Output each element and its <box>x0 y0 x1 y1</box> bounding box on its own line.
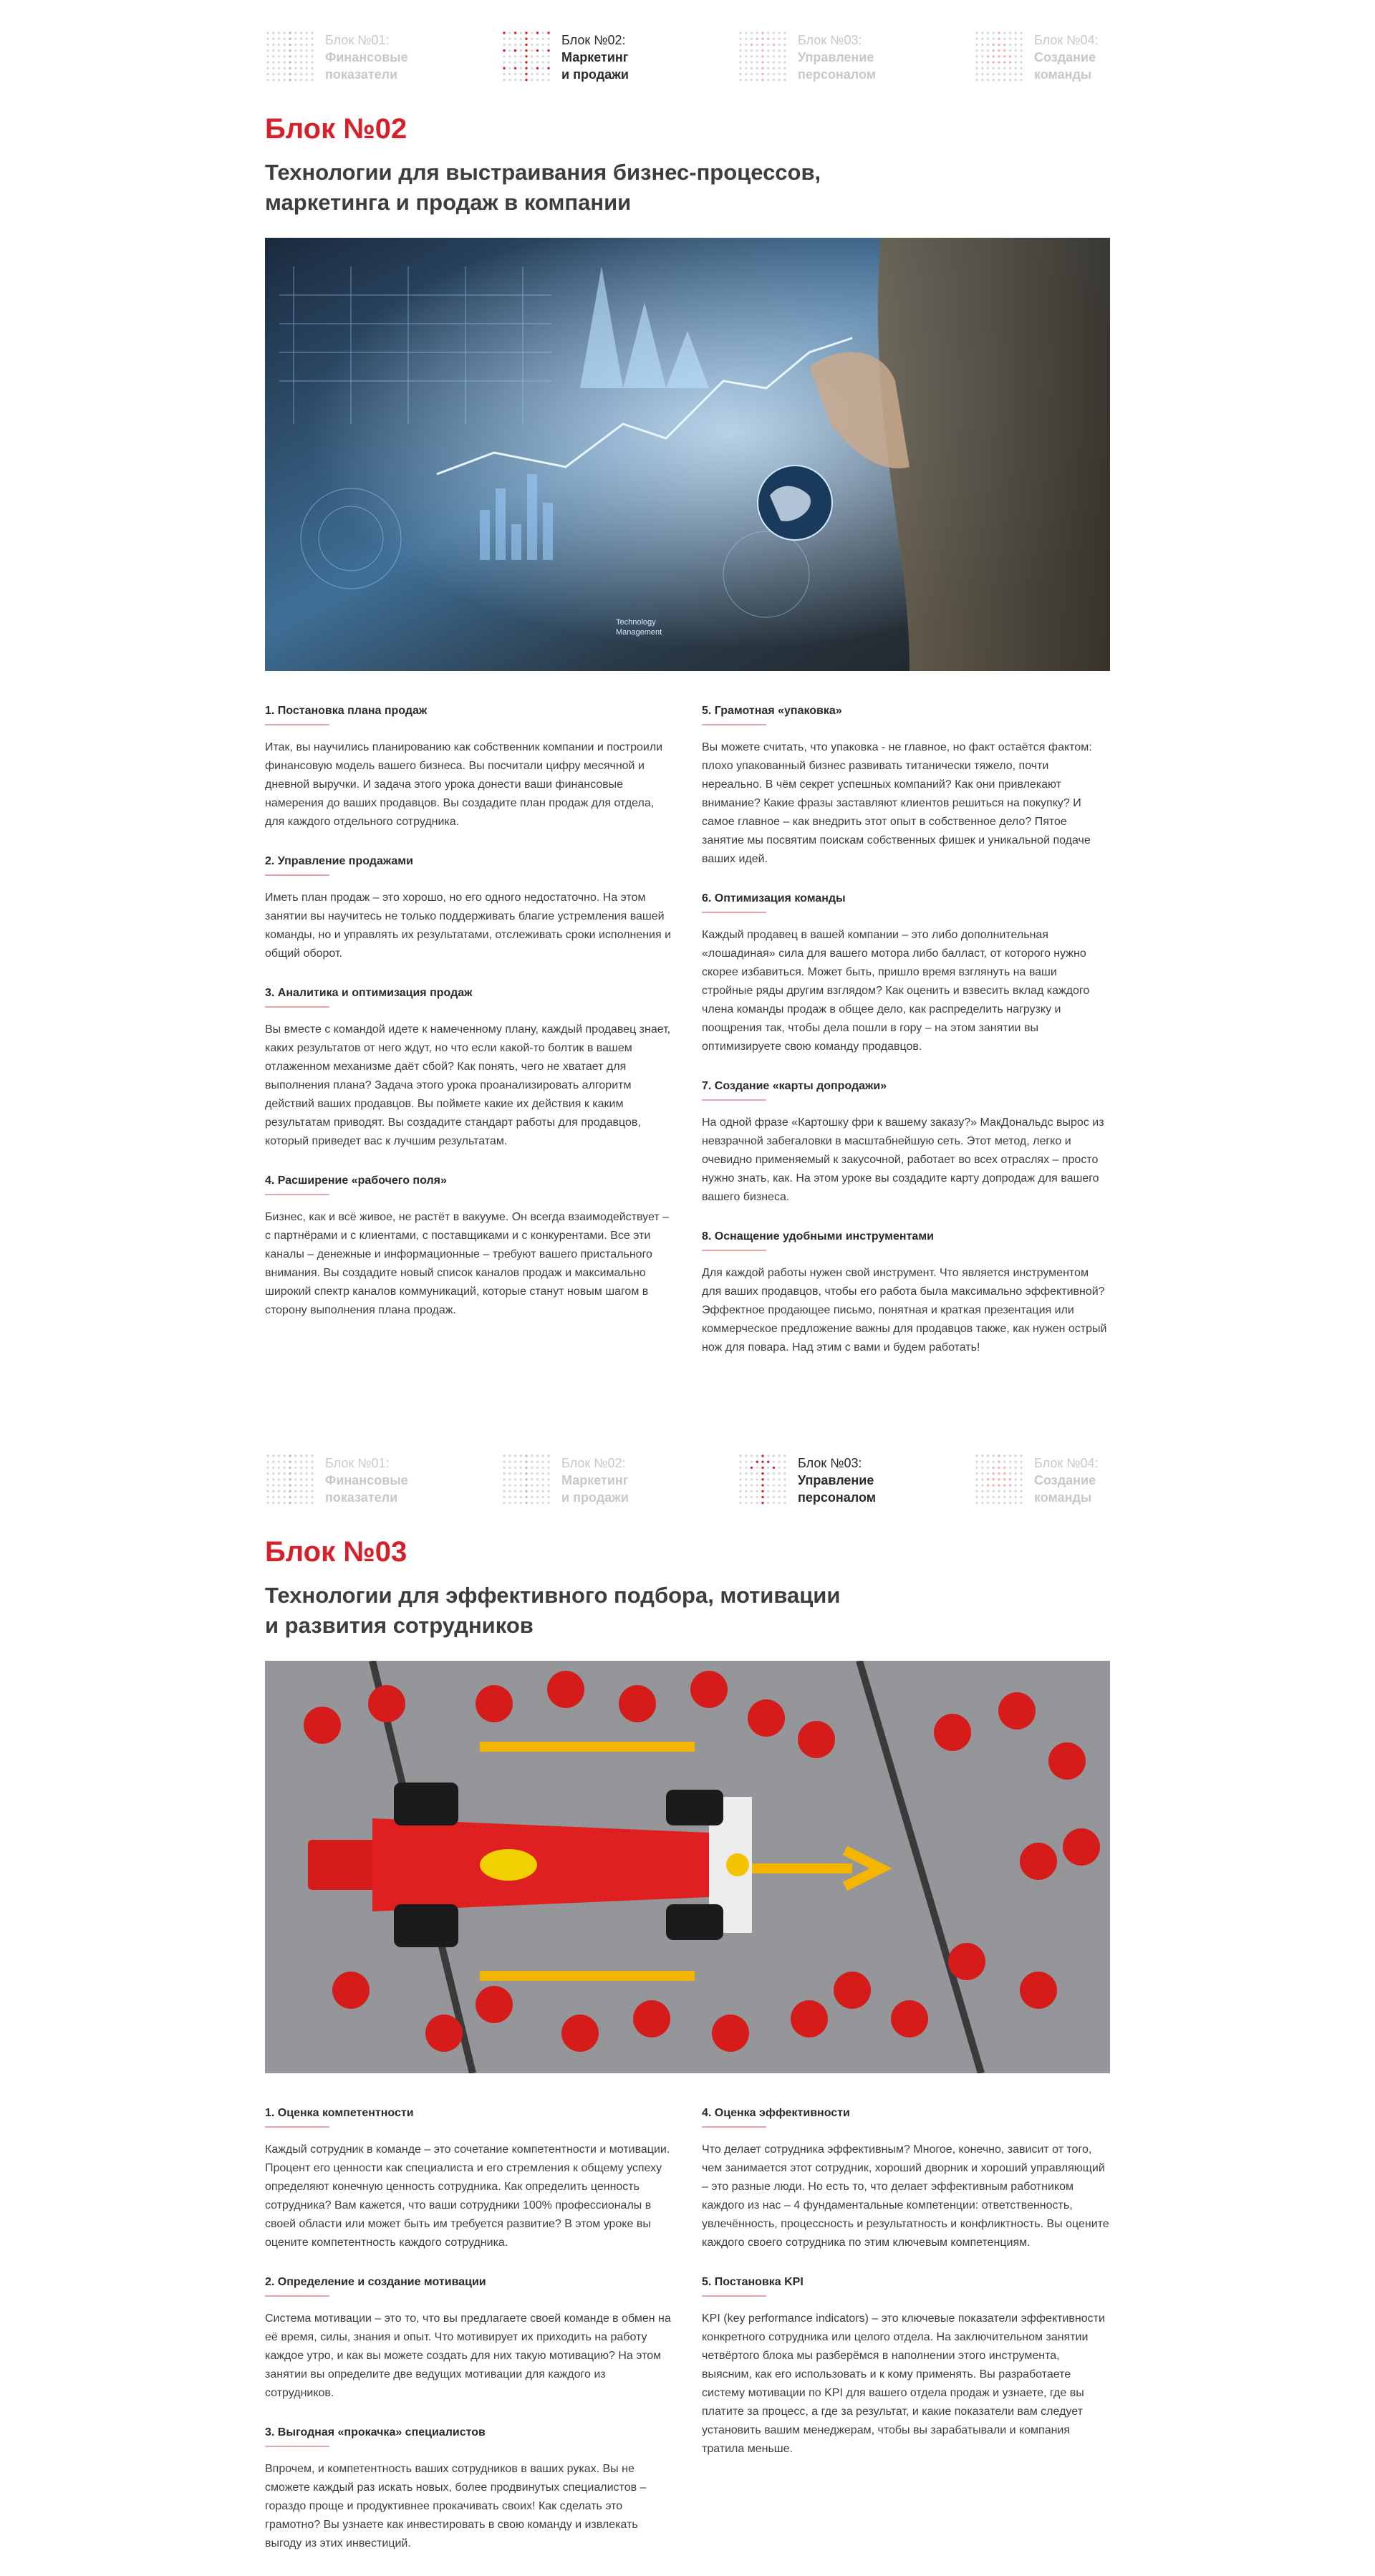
dot-grid-icon <box>501 1453 551 1506</box>
block-number: Блок №02 <box>265 113 407 145</box>
lesson-title: 2. Управление продажами <box>265 854 673 876</box>
lessons-right-column <box>702 704 1110 1380</box>
block-03-section <box>265 1423 1110 2576</box>
lesson-text: На одной фразе «Картошку фри к вашему заказу?» МакДональдс вырос из невзрачной забегаловки в масштабнейшую сеть. Этот метод, легко и очевидно применяемый к закусочной, работает во всех отраслях – просто нужно знать, как. На этом уроке вы создадите карту допродаж для вашего вашего бизнеса. <box>702 1116 1104 1203</box>
lesson-text: Бизнес, как и всё живое, не растёт в вакууме. Он всегда взаимодействует – с партнёрами и с клиентами, с поставщиками и с конкурентами. Все эти каналы – денежные и информационные – требуют вашего пристального внимания. Вы создадите новый список каналов продаж и максимально широкий спектр каналов коммуникаций, которые станут новым шагом в сторону выполнения плана продаж. <box>265 1211 670 1316</box>
tab-title: показатели <box>325 1490 398 1505</box>
lesson-item <box>265 2275 673 2403</box>
lesson-title: 5. Постановка KPI <box>702 2275 1110 2297</box>
dot-grid-active-icon <box>501 30 551 83</box>
lesson-title: 4. Оценка эффективности <box>702 2106 1110 2128</box>
tab-block-01[interactable] <box>265 30 408 86</box>
tab-block-01[interactable] <box>265 1453 408 1509</box>
lesson-text: Система мотивации – это то, что вы предлагаете своей команде в обмен на её время, силы, знания и опыт. Что мотивирует их приходить на работу каждое утро, и как вы можете создать для них такую мотивацию? На этом занятии вы определите две ведущих мотивации для каждого из сотрудников. <box>265 2312 671 2399</box>
lesson-text: Вы можете считать, что упаковка - не главное, но факт остаётся фактом: плохо упакованный бизнес развивать титанически тяжело, почти нереально. В чём секрет успешных компаний? Как они привлекают внимание? Какие фразы заставляют клиентов решиться на покупку? И самое главное – как внедрить этот опыт в собственное дело? Пятое занятие мы посвятим поискам собственных фишек и уникальной подаче ваших идей. <box>702 741 1092 865</box>
lesson-title: 1. Постановка плана продаж <box>265 704 673 725</box>
tab-num: Блок №01: <box>325 33 390 47</box>
tab-title: Финансовые <box>325 50 408 64</box>
lesson-item <box>702 892 1110 1056</box>
tab-title: команды <box>1034 67 1092 82</box>
tab-block-03[interactable] <box>738 30 877 86</box>
lesson-item <box>702 2106 1110 2252</box>
title-line: Технологии для выстраивания бизнес-процессов, <box>265 160 821 185</box>
lesson-title: 3. Аналитика и оптимизация продаж <box>265 986 673 1008</box>
lesson-title: 3. Выгодная «прокачка» специалистов <box>265 2426 673 2447</box>
dot-arrow-active-icon <box>738 1453 788 1506</box>
tab-title: показатели <box>325 67 398 82</box>
lessons-columns <box>265 2106 1110 2576</box>
tab-num: Блок №01: <box>325 1456 390 1470</box>
block-02-section <box>265 0 1110 1380</box>
lesson-item <box>265 2106 673 2252</box>
block-tabs <box>265 1423 1110 1509</box>
lesson-item <box>265 2426 673 2553</box>
tab-title: и продажи <box>561 1490 629 1505</box>
tab-block-02[interactable] <box>501 1453 637 1509</box>
lesson-title: 1. Оценка компетентности <box>265 2106 673 2128</box>
lesson-item <box>265 986 673 1151</box>
tab-num: Блок №03: <box>798 33 862 47</box>
lessons-left-column <box>265 704 673 1380</box>
tab-num: Блок №02: <box>561 33 626 47</box>
hero-label: Management <box>616 628 662 637</box>
lesson-text: Иметь план продаж – это хорошо, но его одного недостаточно. На этом занятии вы научитесь не только поддерживать благие устремления вашей команды, но и управлять их результатами, отслеживать сроки исполнения и общий оборот. <box>265 892 672 960</box>
lesson-item <box>702 1079 1110 1207</box>
lesson-text: Вы вместе с командой идете к намеченному плану, каждый продавец знает, каких результатов от него ждут, но что если какой-то болтик в вашем отлаженном механизме даёт сбой? Как понять, чего не хватает для выполнения плана? Задача этого урока проанализировать алгоритм действий ваших продавцов. Вы поймете какие их действия к каким результатам приводят. Вы создадите стандарт работы для продавцов, который приведет вас к лучшим результатам. <box>265 1023 671 1147</box>
tab-num: Блок №04: <box>1034 1456 1099 1470</box>
lesson-title: 6. Оптимизация команды <box>702 892 1110 913</box>
tab-num: Блок №04: <box>1034 33 1099 47</box>
lesson-item <box>702 2275 1110 2459</box>
lesson-item <box>265 854 673 963</box>
lesson-text: Итак, вы научились планированию как собственник компании и построили финансовую модель вашего бизнеса. Вы посчитали цифру месячной и дневной выручки. И задача этого урока донести ваши финансовые намерения до ваших продавцов. Вы создадите план продаж для отдела, для каждого отдельного сотрудника. <box>265 741 663 828</box>
title-line: Технологии для эффективного подбора, мотивации <box>265 1583 841 1608</box>
tab-title: Создание <box>1034 1473 1096 1487</box>
hero-label: Technology <box>616 618 656 627</box>
block-title <box>265 158 910 218</box>
lesson-text: Впрочем, и компетентность ваших сотрудников в ваших руках. Вы не сможете каждый раз искать новых, более продвинутых специалистов – гораздо проще и продуктивнее прокачивать своих! Как сделать это грамотно? Вы узнаете как инвестировать в свою команду и извлекать выгоду из этих инвестиций. <box>265 2463 647 2550</box>
tab-title: персоналом <box>798 67 877 82</box>
lesson-title: 7. Создание «карты допродажи» <box>702 1079 1110 1101</box>
lesson-text: KPI (key performance indicators) – это ключевые показатели эффективности конкретного сотрудника или целого отдела. На заключительном занятии четвёртого блока мы разберёмся в наполнении этого инструмента, выясним, как его использовать и к кому применять. Вы разработаете систему мотивации по KPI для вашего отдела продаж и узнаете, где вы платите за процесс, а где за результат, и какие показатели вам следует установить вашим менеджерам, чтобы вы зарабатывали и компания тратила меньше. <box>702 2312 1105 2455</box>
title-line: маркетинга и продаж в компании <box>265 190 632 215</box>
tab-title: команды <box>1034 1490 1092 1505</box>
tab-title: персоналом <box>798 1490 877 1505</box>
lessons-left-column <box>265 2106 673 2576</box>
tab-num: Блок №03: <box>798 1456 862 1470</box>
pit-stop-image <box>265 1661 1110 2073</box>
dot-grid-icon <box>265 1453 315 1506</box>
lesson-text: Каждый продавец в вашей компании – это либо дополнительная «лошадиная» сила для вашего мотора либо балласт, от которого нужно скорее избавиться. Может быть, пришло время взглянуть на ваши стройные ряды другим взглядом? Как оценить и взвесить вклад каждого члена команды продаж в общее дело, как распределить нагрузку и поощрения так, чтобы дела пошли в гору – на этом занятии вы оптимизируете свою команду продавцов. <box>702 929 1090 1053</box>
tab-block-03[interactable] <box>738 1453 877 1509</box>
lesson-item <box>265 1174 673 1320</box>
title-line: и развития сотрудников <box>265 1613 534 1638</box>
tab-title: и продажи <box>561 67 629 82</box>
lesson-item <box>265 704 673 831</box>
lesson-title: 8. Оснащение удобными инструментами <box>702 1230 1110 1251</box>
lessons-columns <box>265 704 1110 1380</box>
lesson-title: 2. Определение и создание мотивации <box>265 2275 673 2297</box>
tab-num: Блок №02: <box>561 1456 626 1470</box>
tab-title: Управление <box>798 1473 874 1487</box>
tab-title: Маркетинг <box>561 1473 629 1487</box>
lesson-title: 5. Грамотная «упаковка» <box>702 704 1110 725</box>
tab-block-04[interactable] <box>974 1453 1110 1509</box>
lesson-text: Что делает сотрудника эффективным? Многое, конечно, зависит от того, чем занимается этот сотрудник, хороший дворник и хороший управляющий – это разные люди. Но есть то, что делает эффективным работником каждого из нас – 4 фундаментальные компетенции: ответственность, увлечённость, процессность и результатность и конфликтность. Вы оцените каждого своего сотрудника по этим ключевым компетенциям. <box>702 2143 1109 2249</box>
lessons-right-column <box>702 2106 1110 2576</box>
block-title <box>265 1581 910 1641</box>
dot-pyramid-icon <box>974 30 1024 83</box>
block-number: Блок №03 <box>265 1536 407 1568</box>
tab-block-02[interactable] <box>501 30 637 86</box>
dot-grid-icon <box>265 30 315 83</box>
lesson-item <box>702 1230 1110 1357</box>
tab-title: Маркетинг <box>561 50 629 64</box>
business-tech-image <box>265 238 1110 671</box>
lesson-text: Для каждой работы нужен свой инструмент. Что является инструментом для ваших продавцов, чтобы его работа была максимально эффективной? Эффектное продающее письмо, понятная и краткая презентация или коммерческое предложение важны для продавцов также, как нужен острый нож для повара. Над этим с вами и будем работать! <box>702 1267 1107 1354</box>
tab-block-04[interactable] <box>974 30 1110 86</box>
tab-title: Управление <box>798 50 874 64</box>
lesson-title: 4. Расширение «рабочего поля» <box>265 1174 673 1195</box>
lesson-item <box>702 704 1110 869</box>
lesson-text: Каждый сотрудник в команде – это сочетание компетентности и мотивации. Процент его ценности как специалиста и его стремления к общему успеху определяют конечную ценность сотрудника. Как определить ценность сотрудника? Вам кажется, что ваши сотрудники 100% профессионалы в своей области или может быть им требуется развитие? В этом уроке вы оцените компетентность каждого сотрудника. <box>265 2143 670 2249</box>
tab-title: Финансовые <box>325 1473 408 1487</box>
dot-arrow-icon <box>738 30 788 83</box>
block-tabs <box>265 0 1110 86</box>
tab-title: Создание <box>1034 50 1096 64</box>
dot-pyramid-icon <box>974 1453 1024 1506</box>
